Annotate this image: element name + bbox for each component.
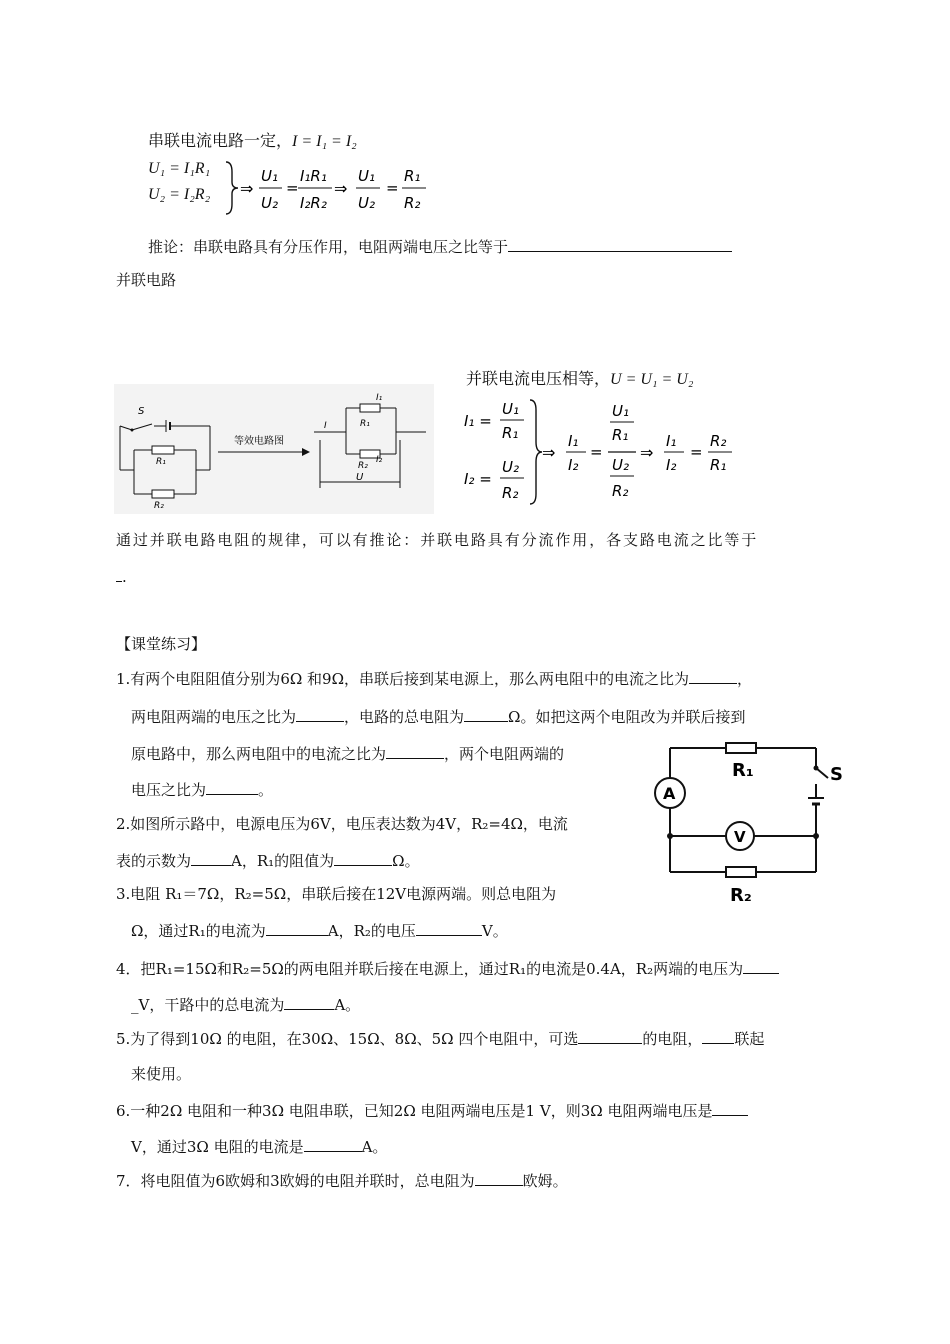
svg-text:R₂: R₂ [358, 461, 368, 471]
parallel-conclusion: 通过并联电路电阻的规律，可以有推论：并联电路具有分流作用，各支路电流之比等于 [116, 531, 759, 549]
svg-text:U₂: U₂ [358, 194, 375, 212]
svg-text:⇒: ⇒ [240, 179, 254, 198]
svg-text:R₂: R₂ [612, 482, 629, 500]
svg-text:I₁: I₁ [568, 432, 579, 450]
series-conclusion-text: 推论：串联电路具有分压作用，电阻两端电压之比等于 [148, 238, 509, 256]
parallel-section-label: 并联电路 [116, 271, 177, 289]
series-ratio-derivation [224, 160, 446, 216]
parallel-conclusion-end: . [116, 566, 127, 587]
answer-blank[interactable] [266, 920, 328, 936]
answer-blank[interactable] [743, 958, 779, 974]
question-7: 7．将电阻值为6欧姆和3欧姆的电阻并联时，总电阻为 欧姆。 [116, 1172, 568, 1190]
svg-text:R₂: R₂ [154, 501, 164, 511]
series-heading-eq: I = I₁ = I₂ [292, 133, 357, 150]
parallel-heading-eq: U = U₁ = U₂ [610, 371, 694, 388]
answer-blank[interactable] [475, 1170, 523, 1186]
svg-text:I₂: I₂ [568, 456, 579, 474]
question-1-line-2: 两电阻两端的电压之比为 ，电路的总电阻为 Ω。如把这两个电阻改为并联后接到 [131, 708, 746, 726]
svg-text:=: = [386, 179, 399, 197]
question-3-line-2: Ω，通过R₁的电流为 A，R₂的电压 V。 [131, 922, 508, 940]
question-1-line-3: 原电路中，那么两电阻中的电流之比为 ，两个电阻两端的 [131, 745, 565, 763]
switch-s-label: S [830, 764, 843, 785]
question-4-line-1: 4．把R₁=15Ω和R₂=5Ω的两电阻并联后接在电源上，通过R₁的电流是0.4A，R₂两端的电压为 [116, 958, 779, 979]
svg-text:R₁: R₁ [502, 424, 519, 442]
series-eq2: U₂ = I₂R₂ [148, 186, 211, 203]
voltmeter-label: V [734, 828, 746, 846]
answer-blank[interactable] [689, 668, 737, 684]
answer-blank[interactable] [191, 850, 231, 866]
answer-blank[interactable] [304, 1136, 362, 1152]
svg-text:U₁: U₁ [358, 167, 375, 185]
svg-text:I₂ =: I₂ = [464, 470, 492, 488]
ammeter-label: A [663, 784, 676, 803]
svg-text:⇒: ⇒ [334, 179, 348, 198]
svg-text:I: I [324, 421, 327, 431]
svg-text:R₁: R₁ [360, 419, 370, 429]
svg-text:U₁: U₁ [612, 402, 629, 420]
svg-text:U₂: U₂ [261, 194, 278, 212]
svg-text:U: U [356, 472, 364, 483]
svg-text:R₁: R₁ [404, 167, 421, 185]
answer-blank[interactable] [712, 1100, 748, 1116]
svg-text:⇒: ⇒ [640, 443, 654, 462]
answer-blank[interactable] [578, 1028, 642, 1044]
equivalent-circuit-label: 等效电路图 [234, 436, 284, 447]
question-6-line-2: V，通过3Ω 电阻的电流是 A。 [131, 1138, 388, 1156]
answer-blank[interactable] [334, 850, 392, 866]
question-1-line-4: 电压之比为 。 [131, 781, 274, 799]
svg-text:I₂: I₂ [376, 455, 383, 465]
series-eq1: U₁ = I₁R₁ [148, 160, 211, 177]
r2-label: R₂ [730, 885, 752, 906]
r1-label: R₁ [732, 760, 754, 781]
question-6-line-1: 6.一种2Ω 电阻和一种3Ω 电阻串联，已知2Ω 电阻两端电压是1 V，则3Ω 电阻两端电压是 [116, 1100, 748, 1121]
switch-label: S [138, 406, 145, 417]
answer-blank[interactable] [206, 779, 258, 795]
series-heading [148, 128, 357, 151]
parallel-heading [466, 366, 693, 389]
svg-text:=: = [690, 443, 703, 461]
series-conclusion [148, 236, 732, 257]
svg-text:I₁: I₁ [666, 432, 677, 450]
question-4-line-2: _V，干路中的总电流为 A。 [131, 996, 361, 1014]
question-1-line-1: 1.有两个电阻阻值分别为6Ω 和9Ω，串联后接到某电源上，那么两电阻中的电流之比为 ， [116, 670, 753, 688]
svg-text:=: = [590, 443, 603, 461]
svg-text:I₂R₂: I₂R₂ [300, 194, 327, 212]
question-2-line-2: 表的示数为 A，R₁的阻值为 Ω。 [116, 852, 420, 870]
svg-text:U₁: U₁ [261, 167, 278, 185]
svg-text:I₁R₁: I₁R₁ [300, 167, 327, 185]
series-heading-text: 串联电流电路一定， [148, 131, 293, 150]
answer-blank[interactable] [296, 706, 344, 722]
svg-text:R₁: R₁ [710, 456, 727, 474]
parallel-derivation [462, 396, 752, 508]
series-derivation [148, 160, 468, 216]
parallel-heading-text: 并联电流电压相等， [466, 369, 611, 388]
svg-text:R₁: R₁ [156, 457, 166, 467]
svg-text:I₁: I₁ [376, 393, 383, 403]
answer-blank[interactable] [464, 706, 508, 722]
svg-text:R₁: R₁ [612, 426, 629, 444]
answer-blank[interactable] [416, 920, 482, 936]
parallel-circuit-figure [114, 384, 434, 514]
question-5-line-2: 来使用。 [131, 1065, 192, 1083]
svg-text:R₂: R₂ [710, 432, 727, 450]
answer-blank[interactable] [508, 236, 732, 252]
question-3-line-1: 3.电阻 R₁＝7Ω，R₂=5Ω，串联后接在12V电源两端。则总电阻为 [116, 885, 557, 903]
svg-text:=: = [286, 179, 299, 197]
svg-text:I₂: I₂ [666, 456, 677, 474]
question-2-line-1: 2.如图所示路中，电源电压为6V，电压表达数为4V，R₂=4Ω，电流 [116, 815, 568, 833]
answer-blank[interactable] [284, 994, 334, 1010]
svg-text:U₂: U₂ [502, 458, 519, 476]
svg-text:I₁ =: I₁ = [464, 412, 492, 430]
exercise-title: 【课堂练习】 [116, 635, 207, 653]
svg-text:U₂: U₂ [612, 456, 629, 474]
series-circuit-diagram [648, 738, 848, 908]
answer-blank[interactable] [702, 1028, 734, 1044]
svg-text:R₂: R₂ [502, 484, 519, 502]
answer-blank[interactable] [386, 743, 444, 759]
svg-text:R₂: R₂ [404, 194, 421, 212]
svg-text:U₁: U₁ [502, 400, 519, 418]
question-5-line-1: 5.为了得到10Ω 的电阻，在30Ω、15Ω、8Ω、5Ω 四个电阻中，可选 的电阻， 联起 [116, 1030, 765, 1048]
svg-text:⇒: ⇒ [542, 443, 556, 462]
